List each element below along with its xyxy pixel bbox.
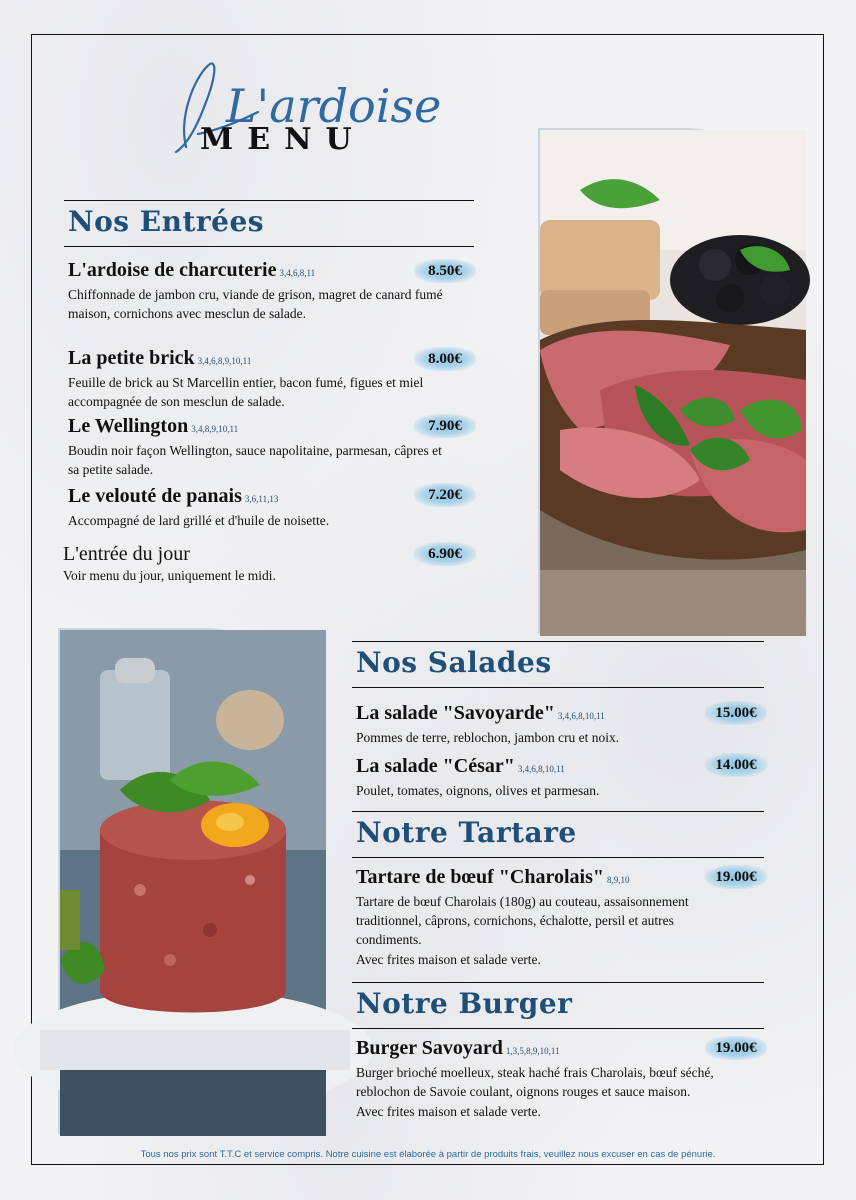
item-price: 14.00€ <box>705 753 767 777</box>
menu-item-tartare-charolais <box>356 866 701 969</box>
item-allergens: 3,6,11,13 <box>244 494 279 504</box>
item-allergens: 3,4,6,8,10,11 <box>517 764 565 774</box>
item-allergens: 3,4,6,8,11 <box>279 268 316 278</box>
item-name: La salade "Savoyarde" <box>356 702 555 724</box>
item-allergens: 8,9,10 <box>606 875 630 885</box>
menu-item-entree-du-jour <box>63 543 443 585</box>
menu-heading: MENU <box>200 122 366 157</box>
menu-item-burger-savoyard <box>356 1037 751 1121</box>
footer-note: Tous nos prix sont T.T.C et service compris. Notre cuisine est élaborée à partir de produits frais, veuillez nous excuser en cas de pénurie. <box>140 1149 716 1160</box>
item-description: Tartare de bœuf Charolais (180g) au couteau, assaisonnement traditionnel, câprons, cornichons, échalotte, persil et autres condiments. <box>356 894 689 947</box>
script-logo-text: L'ardoise <box>226 79 442 133</box>
item-description: Boudin noir façon Wellington, sauce napolitaine, parmesan, câpres et sa petite salade. <box>68 443 442 477</box>
item-price: 7.20€ <box>414 483 476 507</box>
menu-item-salade-cesar <box>356 755 706 800</box>
item-description: Feuille de brick au St Marcellin entier, bacon fumé, figues et miel accompagnée de son mesclun de salade. <box>68 375 424 409</box>
item-description: Chiffonnade de jambon cru, viande de grison, magret de canard fumé maison, cornichons avec mesclun de salade. <box>68 287 443 321</box>
menu-item-veloute-panais <box>68 485 448 530</box>
menu-item-petite-brick <box>68 347 448 411</box>
item-allergens: 3,4,6,8,10,11 <box>557 711 605 721</box>
item-name: Burger Savoyard <box>356 1037 503 1059</box>
item-description: Pommes de terre, reblochon, jambon cru et noix. <box>356 730 620 745</box>
tartare-illustration <box>60 630 326 1136</box>
item-name: La salade "César" <box>356 755 515 777</box>
item-name: Le velouté de panais <box>68 485 242 507</box>
item-name: L'entrée du jour <box>63 543 190 565</box>
item-price: 19.00€ <box>705 1036 767 1060</box>
item-name: L'ardoise de charcuterie <box>68 259 277 281</box>
section-title-tartare: Notre Tartare <box>352 811 764 858</box>
item-side-note: Avec frites maison et salade verte. <box>356 952 541 967</box>
item-name: Le Wellington <box>68 415 189 437</box>
section-title-salades: Nos Salades <box>352 641 764 688</box>
item-name: La petite brick <box>68 347 195 369</box>
item-price: 6.90€ <box>414 542 476 566</box>
item-allergens: 3,4,8,9,10,11 <box>191 424 239 434</box>
menu-item-wellington <box>68 415 448 479</box>
section-title-entrees: Nos Entrées <box>64 200 474 247</box>
item-price: 15.00€ <box>705 701 767 725</box>
charcuterie-photo <box>538 128 804 634</box>
item-description: Accompagné de lard grillé et d'huile de noisette. <box>68 513 330 528</box>
item-description: Burger brioché moelleux, steak haché frais Charolais, bœuf séché, reblochon de Savoie coulant, oignons rouges et sauce maison. <box>356 1065 714 1099</box>
tartare-photo <box>58 628 324 1134</box>
item-side-note: Avec frites maison et salade verte. <box>356 1104 541 1119</box>
item-price: 19.00€ <box>705 865 767 889</box>
section-title-burger: Notre Burger <box>352 982 764 1029</box>
menu-item-salade-savoyarde <box>356 702 706 747</box>
item-allergens: 1,3,5,8,9,10,11 <box>505 1046 560 1056</box>
charcuterie-illustration <box>540 130 806 636</box>
item-name: Tartare de bœuf "Charolais" <box>356 866 604 888</box>
menu-item-ardoise-charcuterie <box>68 259 448 323</box>
item-price: 8.00€ <box>414 347 476 371</box>
item-price: 8.50€ <box>414 259 476 283</box>
item-description: Poulet, tomates, oignons, olives et parmesan. <box>356 783 600 798</box>
item-description: Voir menu du jour, uniquement le midi. <box>63 568 276 583</box>
item-allergens: 3,4,6,8,9,10,11 <box>197 356 252 366</box>
item-price: 7.90€ <box>414 414 476 438</box>
